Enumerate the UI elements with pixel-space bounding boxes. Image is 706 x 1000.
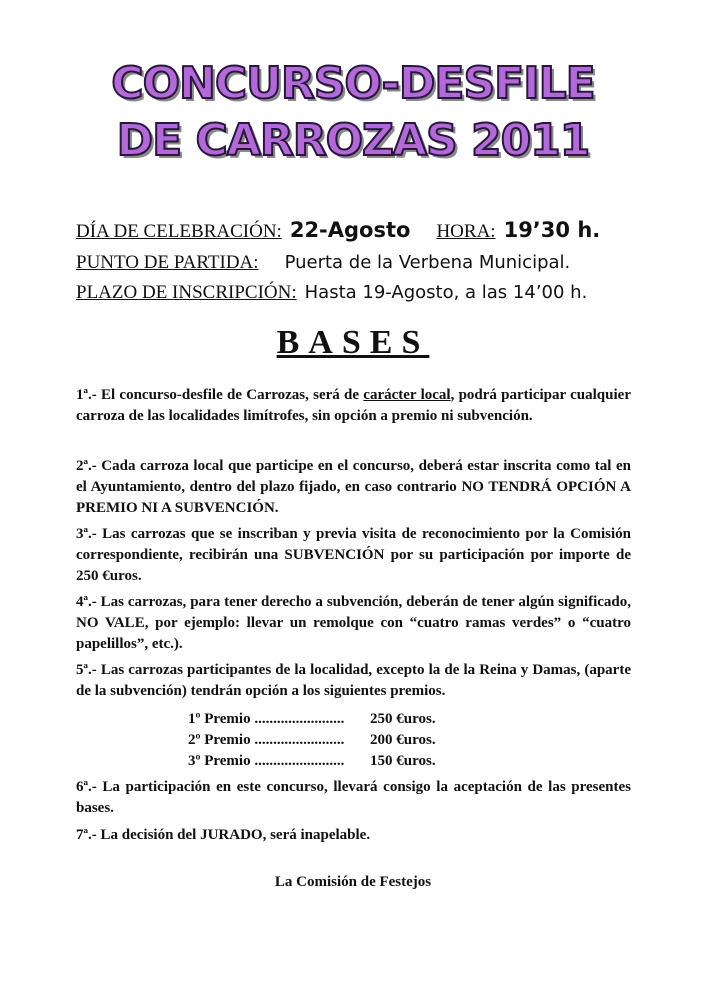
dia-value: 22-Agosto [289, 218, 411, 242]
base-3: 3ª.- Las carrozas que se inscriban y previa visita de reconocimiento por la Comisión correspondiente, recibirán una SUBVENCIÓN por su participación por importe de 250 €uros. [76, 526, 631, 584]
prize-name: 2º Premio ........................ [188, 732, 345, 748]
base-5: 5ª.- Las carrozas participantes de la localidad, excepto la de la Reina y Damas, (aparte de la subvención) tendrán opción a los siguientes premios. [76, 662, 631, 699]
base-1-post: , podrá participar cualquier carroza de las localidades limítrofes, sin opción a premio ni subvención. [76, 387, 631, 424]
prize-name: 3º Premio ........................ [188, 753, 345, 769]
base-6: 6ª.- La participación en este concurso, llevará consigo la aceptación de las presentes bases. [76, 779, 631, 816]
plazo-label: PLAZO DE INSCRIPCIÓN: [76, 282, 297, 303]
prize-amount: 200 €uros. [370, 732, 436, 748]
title-line-2: DE CARROZAS 2011 [116, 115, 590, 166]
base-1-underlined: carácter local [363, 387, 451, 403]
base-4: 4ª.- Las carrozas, para tener derecho a subvención, deberán de tener algún significado, NO VALE, por ejemplo: llevar un remolque con “cuatro ramas verdes” o “cuatro papelillos”, etc.). [76, 594, 631, 652]
prize-row-3 [188, 751, 436, 772]
prize-row-2 [188, 730, 436, 751]
base-2: 2ª.- Cada carroza local que participe en el concurso, deberá estar inscrita como tal en el Ayuntamiento, dentro del plazo fijado, en caso contrario NO TENDRÁ OPCIÓN A PREMIO NI A SUBVENCIÓN. [76, 458, 631, 516]
hora-label: HORA: [436, 221, 496, 242]
title-line-1: CONCURSO-DESFILE [111, 58, 595, 109]
prize-list [188, 709, 436, 772]
base-1-pre: 1ª.- El concurso-desfile de Carrozas, será de [76, 387, 364, 403]
base-7: 7ª.- La decisión del JURADO, será inapelable. [76, 827, 371, 843]
bases-heading: BASES [276, 324, 430, 361]
info-dia-hora [76, 218, 600, 244]
info-plazo [76, 281, 587, 305]
base-1 [76, 385, 631, 427]
info-punto [76, 251, 570, 275]
plazo-value: Hasta 19-Agosto, a las 14’00 h. [304, 282, 588, 303]
punto-label: PUNTO DE PARTIDA: [76, 252, 259, 273]
hora-value: 19’30 h. [503, 218, 601, 242]
prize-amount: 250 €uros. [370, 711, 436, 727]
prize-row-1 [188, 709, 436, 730]
footer-signature: La Comisión de Festejos [274, 874, 432, 890]
punto-value: Puerta de la Verbena Municipal. [284, 252, 571, 273]
prize-amount: 150 €uros. [370, 753, 436, 769]
prize-name: 1º Premio ........................ [188, 711, 345, 727]
dia-label: DÍA DE CELEBRACIÓN: [76, 221, 282, 242]
